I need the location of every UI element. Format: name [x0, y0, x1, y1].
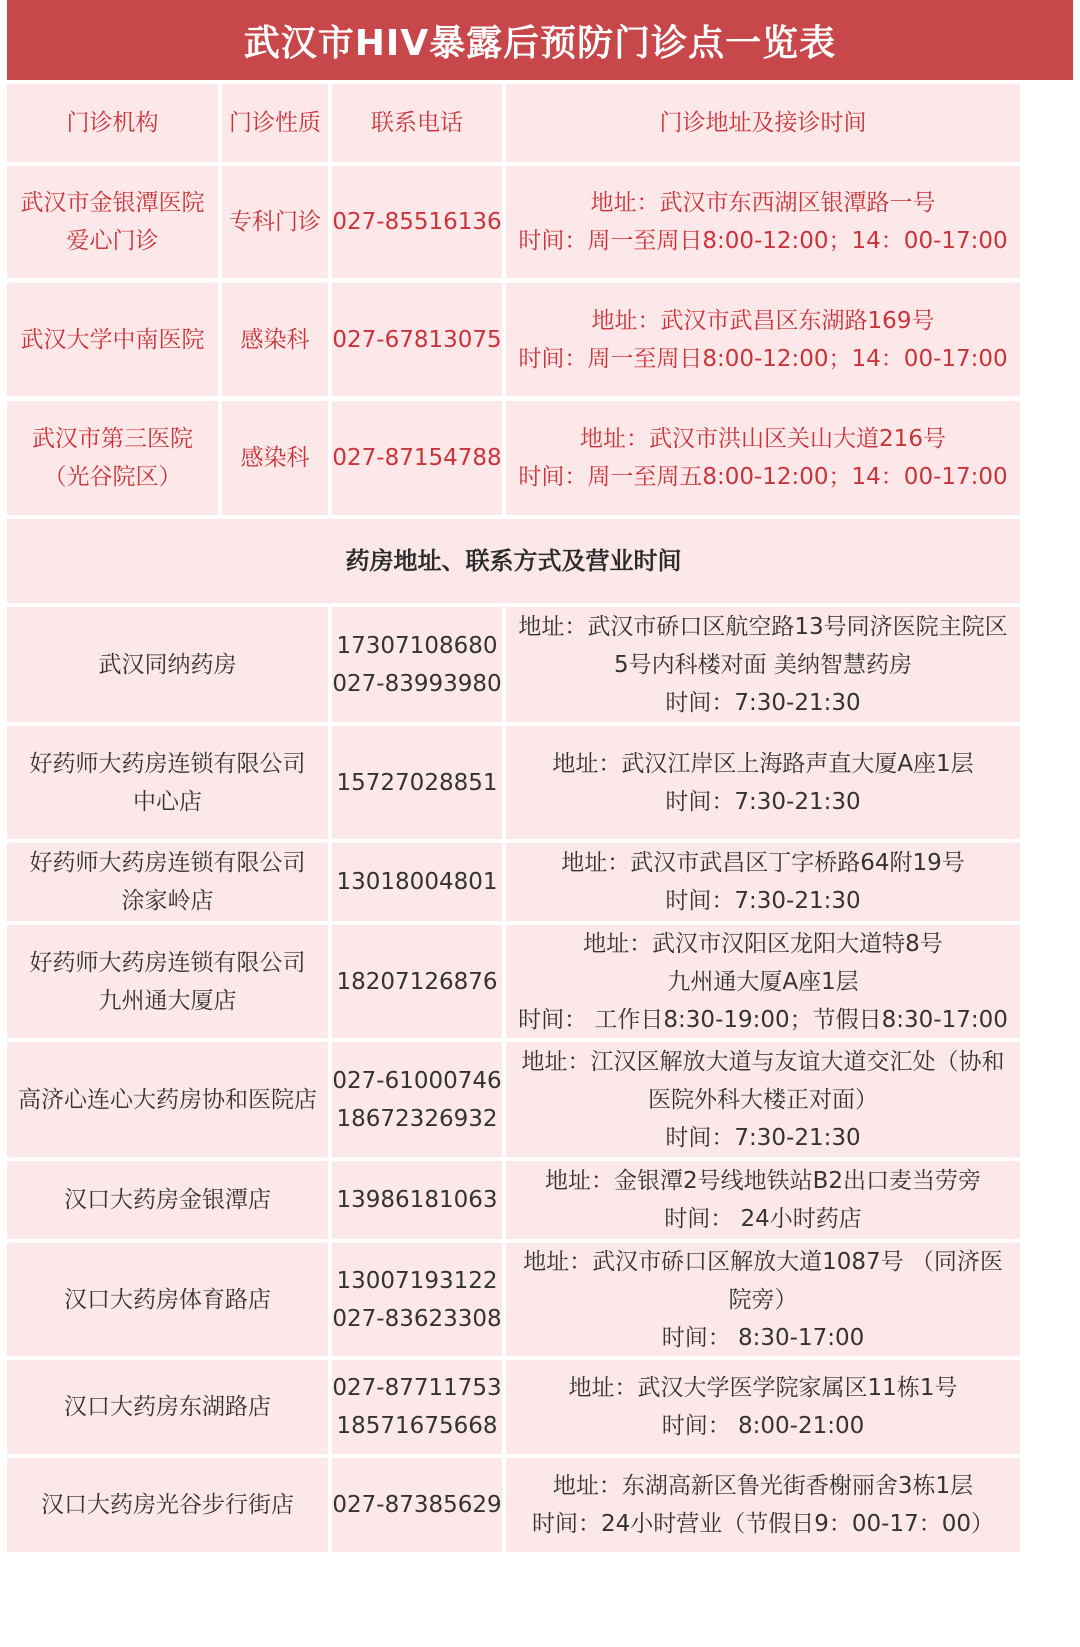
clinic-phone: 027-85516136: [332, 166, 502, 278]
clinic-info-line: 地址：武汉市武昌区东湖路169号: [591, 307, 935, 334]
clinic-name-line: 武汉市第三医院: [32, 426, 193, 452]
pharmacy-phone-line: 17307108680: [336, 632, 498, 659]
clinic-name-line: 武汉市金银潭医院: [20, 190, 205, 216]
pharmacy-name: [7, 607, 328, 722]
pharmacy-name: [7, 726, 328, 839]
pharmacy-info-line: 时间： 24小时药店: [664, 1206, 862, 1232]
pharmacy-info: [506, 607, 1020, 722]
pharmacy-info: [506, 1042, 1020, 1157]
pharmacy-name-line: 高济心连心大药房协和医院店: [18, 1086, 317, 1113]
clinic-phone: 027-87154788: [332, 401, 502, 515]
pharmacy-info-line: 时间： 8:00-21:00: [661, 1413, 865, 1439]
page-title: 武汉市HIV暴露后预防门诊点一览表: [7, 0, 1073, 80]
pharmacy-info-line: 地址：武汉江岸区上海路声直大厦A座1层: [552, 750, 974, 777]
pharmacy-phone: [332, 607, 502, 722]
clinic-info-line: 时间：周一至周日8:00-12:00；14：00-17:00: [518, 345, 1008, 372]
pharmacy-name: [7, 1042, 328, 1157]
pharmacy-phone: [332, 726, 502, 839]
clinic-name: [7, 401, 218, 515]
pharmacy-name-line: 汉口大药房东湖路店: [64, 1394, 271, 1420]
pharmacy-info-line: 时间： 8:30-17:00: [661, 1324, 865, 1351]
pharmacy-info-line: 时间：7:30-21:30: [665, 788, 861, 815]
pharmacy-phone: [332, 1042, 502, 1157]
pharmacy-info-line: 地址：武汉市武昌区丁字桥路64附19号: [561, 850, 965, 876]
pharmacy-name-line: 汉口大药房体育路店: [64, 1286, 271, 1313]
pharmacy-info-line: 地址：武汉市硚口区解放大道1087号 （同济医: [523, 1248, 1003, 1275]
header-address-hours: 门诊地址及接诊时间: [506, 84, 1020, 162]
pharmacy-phone-line: 18571675668: [336, 1413, 498, 1439]
pharmacy-info-line: 地址：东湖高新区鲁光街香榭丽舍3栋1层: [552, 1473, 974, 1499]
pharmacy-info-line: 时间：24小时营业（节假日9：00-17：00）: [532, 1511, 994, 1537]
pharmacy-name: [7, 925, 328, 1038]
pharmacy-name: [7, 843, 328, 921]
pharmacy-phone: [332, 925, 502, 1038]
clinic-phone: 027-67813075: [332, 283, 502, 396]
pharmacy-name-line: 涂家岭店: [121, 888, 214, 914]
pharmacy-phone-line: 027-87385629: [332, 1492, 502, 1518]
clinic-name: [7, 283, 218, 396]
pharmacy-info-line: 时间：7:30-21:30: [665, 888, 861, 914]
clinic-name-line: 武汉大学中南医院: [20, 326, 205, 353]
header-type: 门诊性质: [222, 84, 328, 162]
pharmacy-info-line: 时间：7:30-21:30: [665, 1124, 861, 1151]
clinic-name: [7, 166, 218, 278]
pharmacy-info: [506, 925, 1020, 1038]
pharmacy-info-line: 时间： 工作日8:30-19:00；节假日8:30-17:00: [518, 1006, 1008, 1033]
clinic-name-line: （光谷院区）: [43, 464, 182, 490]
pharmacy-info-line: 地址：江汉区解放大道与友谊大道交汇处（协和: [521, 1048, 1005, 1075]
pharmacy-name: [7, 1458, 328, 1552]
header-phone: 联系电话: [332, 84, 502, 162]
clinic-name-line: 爱心门诊: [66, 228, 159, 254]
clinic-type: 感染科: [222, 283, 328, 396]
pharmacy-phone: [332, 1360, 502, 1454]
pharmacy-info-line: 地址：武汉大学医学院家属区11栋1号: [568, 1375, 958, 1401]
clinic-info-line: 地址：武汉市洪山区关山大道216号: [580, 426, 946, 452]
pharmacy-info-line: 医院外科大楼正对面）: [648, 1086, 878, 1113]
pharmacy-phone-line: 18672326932: [336, 1105, 498, 1132]
pharmacy-name-line: 九州通大厦店: [98, 987, 237, 1014]
pharmacy-section-title: 药房地址、联系方式及营业时间: [7, 519, 1020, 603]
clinic-type: 专科门诊: [222, 166, 328, 278]
clinic-info: [506, 166, 1020, 278]
pharmacy-info: [506, 1243, 1020, 1356]
clinic-info-line: 时间：周一至周五8:00-12:00；14：00-17:00: [518, 464, 1008, 490]
pharmacy-name-line: 好药师大药房连锁有限公司: [29, 750, 306, 777]
pharmacy-phone-line: 15727028851: [336, 769, 498, 796]
pharmacy-phone-line: 18207126876: [336, 968, 498, 995]
pharmacy-info-line: 院旁）: [728, 1286, 798, 1313]
pharmacy-info-line: 地址：金银潭2号线地铁站B2出口麦当劳旁: [544, 1168, 982, 1194]
clinic-info-line: 时间：周一至周日8:00-12:00；14：00-17:00: [518, 228, 1008, 254]
clinic-type: 感染科: [222, 401, 328, 515]
pharmacy-name-line: 武汉同纳药房: [98, 651, 237, 678]
pharmacy-info: [506, 1458, 1020, 1552]
pharmacy-info-line: 5号内科楼对面 美纳智慧药房: [614, 651, 912, 678]
pharmacy-phone-line: 13018004801: [336, 869, 498, 895]
pharmacy-phone-line: 027-83623308: [332, 1305, 502, 1332]
pharmacy-info-line: 时间：7:30-21:30: [665, 689, 861, 716]
pharmacy-name: [7, 1360, 328, 1454]
pharmacy-phone: [332, 1243, 502, 1356]
pharmacy-phone-line: 027-87711753: [332, 1375, 502, 1401]
pharmacy-name-line: 汉口大药房光谷步行街店: [41, 1492, 294, 1518]
pharmacy-name-line: 汉口大药房金银潭店: [64, 1187, 271, 1213]
clinic-info-line: 地址：武汉市东西湖区银潭路一号: [590, 190, 936, 216]
clinic-info: [506, 283, 1020, 396]
pharmacy-phone: [332, 843, 502, 921]
pharmacy-phone-line: 027-61000746: [332, 1067, 502, 1094]
pharmacy-name-line: 好药师大药房连锁有限公司: [29, 850, 306, 876]
pharmacy-info: [506, 1161, 1020, 1239]
pharmacy-phone-line: 13007193122: [336, 1267, 498, 1294]
header-institution: 门诊机构: [7, 84, 218, 162]
pharmacy-name: [7, 1243, 328, 1356]
pharmacy-phone-line: 13986181063: [336, 1187, 498, 1213]
pharmacy-info-line: 地址：武汉市汉阳区龙阳大道特8号: [583, 930, 943, 957]
pharmacy-info: [506, 1360, 1020, 1454]
pharmacy-info-line: 地址：武汉市硚口区航空路13号同济医院主院区: [518, 613, 1008, 640]
clinic-info: [506, 401, 1020, 515]
pharmacy-info: [506, 726, 1020, 839]
pharmacy-info-line: 九州通大厦A座1层: [667, 968, 859, 995]
pharmacy-phone-line: 027-83993980: [332, 670, 502, 697]
pharmacy-phone: [332, 1458, 502, 1552]
pharmacy-info: [506, 843, 1020, 921]
pharmacy-phone: [332, 1161, 502, 1239]
pharmacy-name-line: 好药师大药房连锁有限公司: [29, 949, 306, 976]
pharmacy-name: [7, 1161, 328, 1239]
pharmacy-name-line: 中心店: [133, 788, 202, 815]
